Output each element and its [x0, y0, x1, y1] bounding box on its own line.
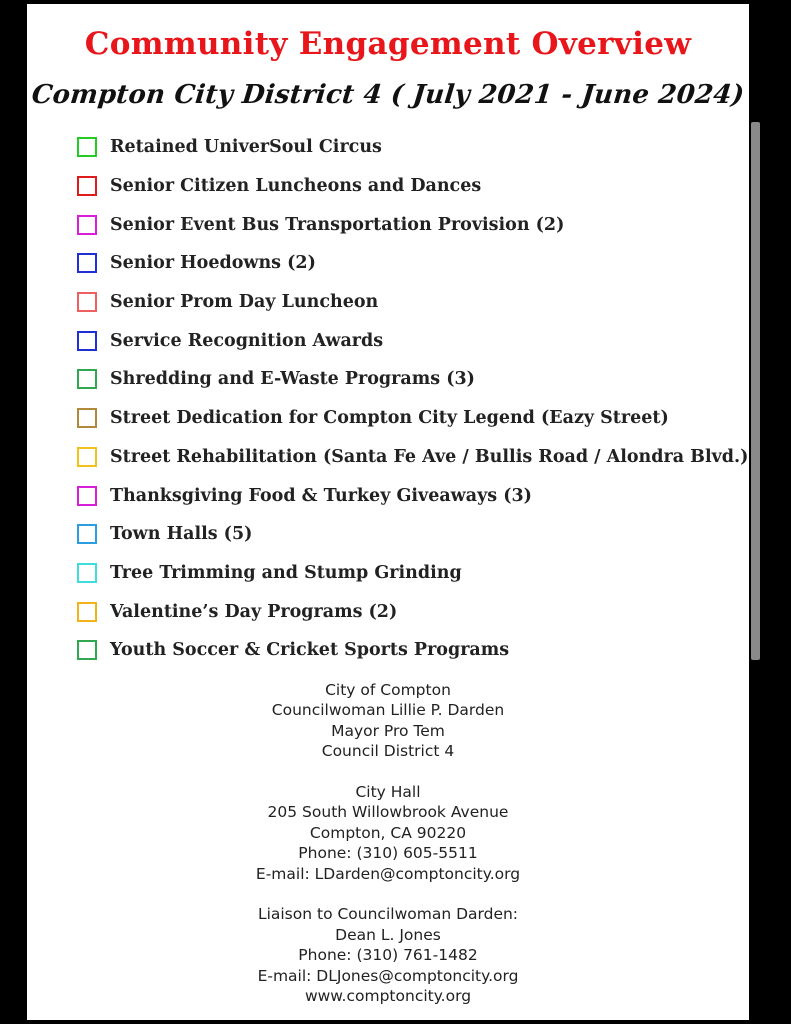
- list-item-label: Youth Soccer & Cricket Sports Programs: [110, 640, 510, 661]
- list-item: [77, 244, 748, 283]
- scrollbar[interactable]: [751, 122, 760, 660]
- liaison-info: [27, 904, 749, 1006]
- email-address: E-mail: DLJones@comptoncity.org: [257, 966, 519, 985]
- list-item-label: Thanksgiving Food & Turkey Giveaways (3): [110, 485, 532, 506]
- phone-number: Phone: (310) 761-1482: [298, 946, 478, 965]
- contact-line: Liaison to Councilwoman Darden:: [257, 905, 519, 924]
- list-item: [77, 476, 748, 515]
- checkbox-icon: [77, 486, 97, 506]
- address-info: [27, 782, 749, 884]
- checkbox-icon: [77, 176, 97, 196]
- checkbox-icon: [77, 524, 97, 544]
- office-info: [27, 680, 749, 762]
- contact-line: Council District 4: [321, 742, 455, 761]
- list-item-label: Street Rehabilitation (Santa Fe Ave / Bullis Road / Alondra Blvd.): [110, 446, 749, 467]
- list-item: [77, 631, 748, 670]
- checkbox-icon: [77, 408, 97, 428]
- contact-block: [27, 680, 749, 1006]
- checkbox-icon: [77, 447, 97, 467]
- list-item: [77, 554, 748, 593]
- list-item: [77, 321, 748, 360]
- list-item: [77, 360, 748, 399]
- list-item-label: Town Halls (5): [110, 524, 253, 545]
- list-item: [77, 438, 748, 477]
- phone-number: Phone: (310) 605-5511: [298, 844, 478, 863]
- list-item-label: Senior Citizen Luncheons and Dances: [110, 176, 482, 197]
- list-item: [77, 283, 748, 322]
- list-item: [77, 128, 748, 167]
- contact-line: City Hall: [355, 783, 421, 802]
- list-item-label: Senior Event Bus Transportation Provision (2): [110, 214, 565, 235]
- list-item: [77, 592, 748, 631]
- list-item-label: Valentine’s Day Programs (2): [110, 601, 398, 622]
- page-subtitle: Compton City District 4 ( July 2021 - June 2024): [30, 80, 746, 110]
- contact-line: 205 South Willowbrook Avenue: [267, 803, 509, 822]
- engagement-list: [77, 128, 748, 670]
- checkbox-icon: [77, 253, 97, 273]
- checkbox-icon: [77, 331, 97, 351]
- document-page: [27, 4, 749, 1020]
- checkbox-icon: [77, 369, 97, 389]
- checkbox-icon: [77, 215, 97, 235]
- list-item-label: Street Dedication for Compton City Legend (Eazy Street): [110, 408, 669, 429]
- list-item: [77, 167, 748, 206]
- list-item: [77, 399, 748, 438]
- list-item-label: Senior Hoedowns (2): [110, 253, 316, 274]
- website-link: www.comptoncity.org: [304, 987, 472, 1006]
- checkbox-icon: [77, 602, 97, 622]
- email-address: E-mail: LDarden@comptoncity.org: [255, 864, 521, 883]
- list-item-label: Retained UniverSoul Circus: [110, 137, 382, 158]
- list-item-label: Tree Trimming and Stump Grinding: [110, 562, 462, 583]
- contact-line: Compton, CA 90220: [309, 823, 467, 842]
- list-item-label: Service Recognition Awards: [110, 330, 384, 351]
- list-item: [77, 205, 748, 244]
- checkbox-icon: [77, 137, 97, 157]
- contact-line: Mayor Pro Tem: [331, 721, 445, 740]
- contact-line: Dean L. Jones: [335, 925, 441, 944]
- page-title: Community Engagement Overview: [84, 26, 692, 62]
- checkbox-icon: [77, 640, 97, 660]
- list-item-label: Shredding and E-Waste Programs (3): [110, 369, 475, 390]
- list-item: [77, 515, 748, 554]
- list-item-label: Senior Prom Day Luncheon: [110, 292, 379, 313]
- checkbox-icon: [77, 563, 97, 583]
- contact-line: City of Compton: [325, 681, 451, 699]
- contact-line: Councilwoman Lillie P. Darden: [271, 701, 505, 720]
- checkbox-icon: [77, 292, 97, 312]
